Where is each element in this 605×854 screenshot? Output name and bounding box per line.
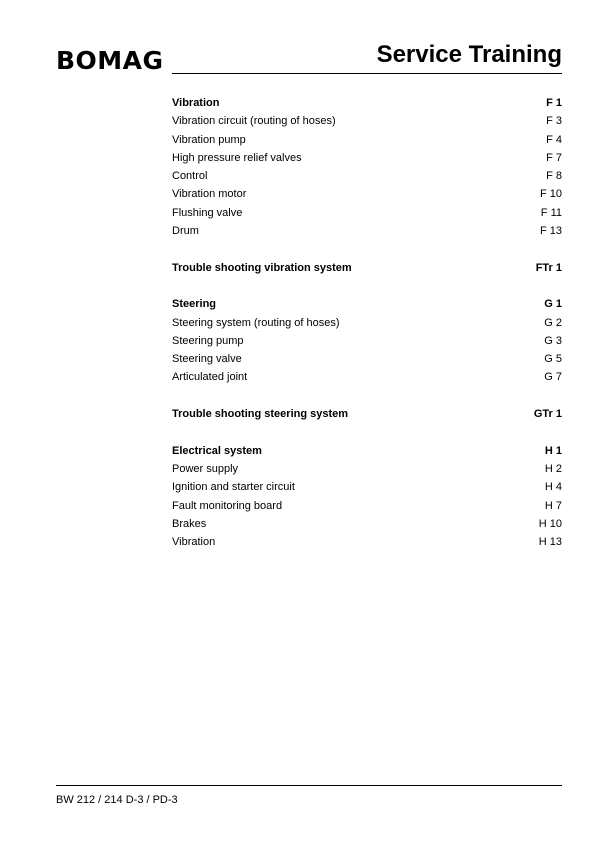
toc-section-heading xyxy=(172,94,562,112)
toc-entry-label: Vibration circuit (routing of hoses) xyxy=(172,115,336,128)
toc-entry xyxy=(172,533,562,551)
toc-entry-page: F 7 xyxy=(546,151,562,164)
toc-entry-page: H 13 xyxy=(538,536,562,549)
toc-entry-page: F 8 xyxy=(546,170,562,183)
toc-entry-label: Trouble shooting vibration system xyxy=(172,261,352,274)
toc-entry-page: H 10 xyxy=(538,517,562,530)
toc-entry-label: Vibration pump xyxy=(172,133,246,146)
toc-entry-page: GTr 1 xyxy=(533,408,562,421)
toc-entry-page: FTr 1 xyxy=(535,261,562,274)
toc-entry-page: G 7 xyxy=(544,371,562,384)
toc-entry-label: Articulated joint xyxy=(172,371,248,384)
toc-entry-label: Drum xyxy=(172,225,199,238)
toc-entry xyxy=(172,185,562,203)
toc-entry xyxy=(172,204,562,222)
toc-entry-label: Brakes xyxy=(172,517,207,530)
toc-entry-page: F 13 xyxy=(539,225,562,238)
table-of-contents xyxy=(172,94,562,551)
toc-entry-page: H 1 xyxy=(544,444,562,457)
toc-entry xyxy=(172,478,562,496)
toc-entry-page: G 2 xyxy=(544,316,562,329)
toc-entry-page: G 3 xyxy=(544,334,562,347)
toc-entry-label: Steering xyxy=(172,298,217,311)
toc-entry xyxy=(172,497,562,515)
toc-entry-label: Ignition and starter circuit xyxy=(172,481,295,494)
toc-entry-label: Vibration xyxy=(172,536,216,549)
toc-spacer xyxy=(172,240,562,258)
toc-entry-page: F 4 xyxy=(546,133,562,146)
toc-entry-page: F 10 xyxy=(539,188,562,201)
toc-section-heading xyxy=(172,295,562,313)
toc-entry-page: F 1 xyxy=(546,97,562,109)
toc-entry-label: High pressure relief valves xyxy=(172,151,302,164)
toc-spacer xyxy=(172,423,562,441)
toc-entry-page: H 7 xyxy=(544,499,562,512)
toc-entry-page: H 4 xyxy=(544,481,562,494)
toc-entry-page: G 1 xyxy=(544,298,562,311)
toc-section-heading xyxy=(172,442,562,460)
toc-entry-page: F 3 xyxy=(546,115,562,128)
toc-entry-label: Vibration xyxy=(172,97,220,109)
toc-entry xyxy=(172,314,562,332)
bomag-logo: BOMAG xyxy=(56,46,164,75)
toc-spacer xyxy=(172,387,562,405)
toc-entry xyxy=(172,460,562,478)
toc-entry-label: Vibration motor xyxy=(172,188,247,201)
toc-entry-label: Electrical system xyxy=(172,444,262,457)
toc-entry-page: F 11 xyxy=(540,206,562,219)
toc-entry-label: Trouble shooting steering system xyxy=(172,408,349,421)
toc-section-heading xyxy=(172,259,562,277)
header-divider xyxy=(172,73,562,74)
toc-entry-label: Fault monitoring board xyxy=(172,499,283,512)
toc-section-heading xyxy=(172,405,562,423)
toc-entry-page: G 5 xyxy=(544,353,562,366)
toc-entry-label: Steering system (routing of hoses) xyxy=(172,316,340,329)
toc-entry xyxy=(172,515,562,533)
toc-entry-label: Steering valve xyxy=(172,353,242,366)
toc-spacer xyxy=(172,277,562,295)
toc-entry xyxy=(172,149,562,167)
toc-entry-label: Power supply xyxy=(172,462,239,475)
toc-entry xyxy=(172,350,562,368)
toc-entry xyxy=(172,131,562,149)
toc-entry-label: Steering pump xyxy=(172,334,244,347)
toc-entry xyxy=(172,222,562,240)
toc-entry-label: Control xyxy=(172,170,208,183)
page-title: Service Training xyxy=(376,41,562,68)
toc-entry-page: H 2 xyxy=(544,462,562,475)
footer-divider xyxy=(56,785,562,786)
footer-model: BW 212 / 214 D-3 / PD-3 xyxy=(56,794,178,806)
toc-entry xyxy=(172,332,562,350)
toc-entry xyxy=(172,368,562,386)
toc-entry xyxy=(172,112,562,130)
toc-entry-label: Flushing valve xyxy=(172,206,243,219)
toc-entry xyxy=(172,167,562,185)
